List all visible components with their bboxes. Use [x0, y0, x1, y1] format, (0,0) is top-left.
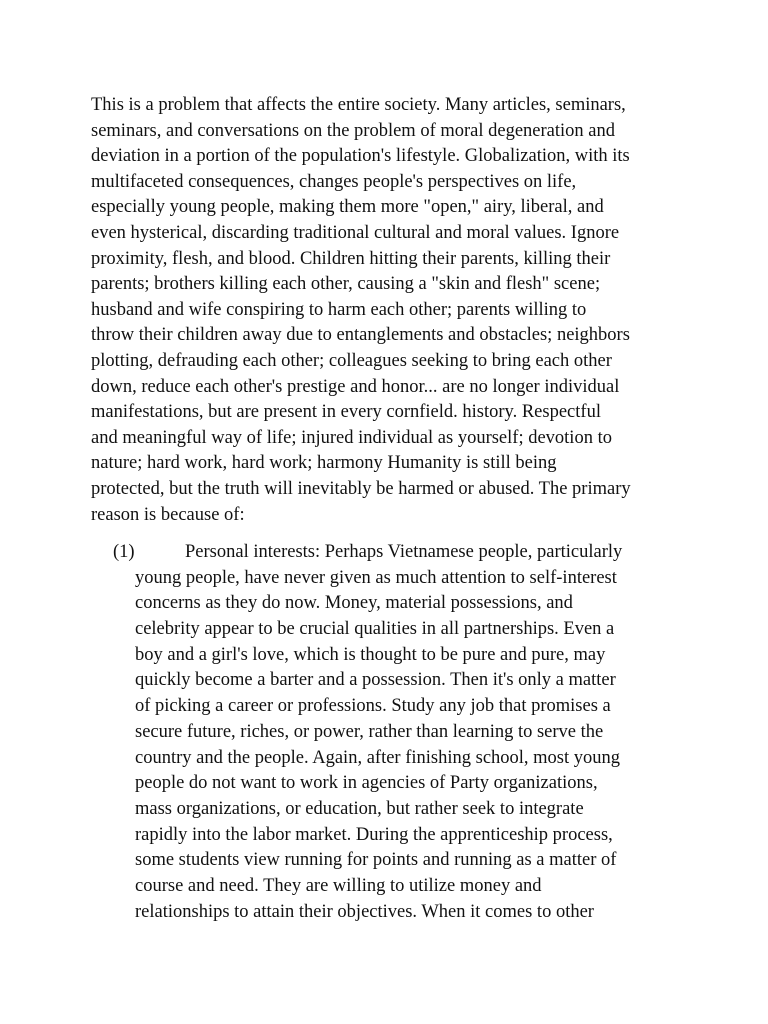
list-marker: (1) [113, 542, 135, 562]
text-line: protected, but the truth will inevitably be harmed or abused. The primary [91, 478, 631, 499]
text-line: multifaceted consequences, changes people's perspectives on life, [91, 171, 577, 192]
list-first-line [113, 540, 693, 566]
text-line: celebrity appear to be crucial qualities in all partnerships. Even a [135, 619, 615, 640]
text-line: and meaningful way of life; injured individual as yourself; devotion to [91, 427, 612, 448]
text-line: husband and wife conspiring to harm each other; parents willing to [91, 299, 587, 320]
text-line: rapidly into the labor market. During the apprenticeship process, [135, 824, 613, 845]
text-line: country and the people. Again, after finishing school, most young [135, 747, 621, 768]
intro-paragraph [91, 93, 691, 528]
text-line: especially young people, making them more "open," airy, liberal, and [91, 197, 604, 218]
text-line: manifestations, but are present in every cornfield. history. Respectful [91, 402, 601, 423]
text-line: This is a problem that affects the entire society. Many articles, seminars, [91, 95, 626, 115]
numbered-list-item [113, 540, 693, 925]
text-line: throw their children away due to entanglements and obstacles; neighbors [91, 325, 630, 346]
text-line: proximity, flesh, and blood. Children hitting their parents, killing their [91, 248, 611, 269]
text-line: nature; hard work, hard work; harmony Humanity is still being [91, 453, 557, 474]
text-line: parents; brothers killing each other, causing a "skin and flesh" scene; [91, 274, 601, 295]
text-line: quickly become a barter and a possession. Then it's only a matter [135, 670, 616, 691]
text-line: concerns as they do now. Money, material possessions, and [135, 593, 573, 614]
text-line: young people, have never given as much attention to self-interest [135, 567, 617, 588]
text-line: boy and a girl's love, which is thought to be pure and pure, may [135, 644, 606, 665]
text-line: reason is because of: [91, 504, 245, 525]
text-line: relationships to attain their objectives. When it comes to other [135, 901, 594, 922]
text-line: seminars, and conversations on the problem of moral degeneration and [91, 120, 616, 141]
text-line: even hysterical, discarding traditional cultural and moral values. Ignore [91, 222, 620, 243]
text-line: secure future, riches, or power, rather than learning to serve the [135, 721, 604, 742]
text-line: Personal interests: Perhaps Vietnamese people, particularly [185, 542, 623, 562]
text-line: deviation in a portion of the population's lifestyle. Globalization, with its [91, 146, 630, 167]
text-line: plotting, defrauding each other; colleagues seeking to bring each other [91, 350, 612, 371]
text-line: mass organizations, or education, but rather seek to integrate [135, 798, 584, 819]
text-line: course and need. They are willing to utilize money and [135, 875, 542, 896]
text-line: people do not want to work in agencies of Party organizations, [135, 773, 598, 794]
text-line: of picking a career or professions. Study any job that promises a [135, 696, 611, 717]
text-line: some students view running for points and running as a matter of [135, 850, 617, 871]
text-line: down, reduce each other's prestige and honor... are no longer individual [91, 376, 620, 397]
